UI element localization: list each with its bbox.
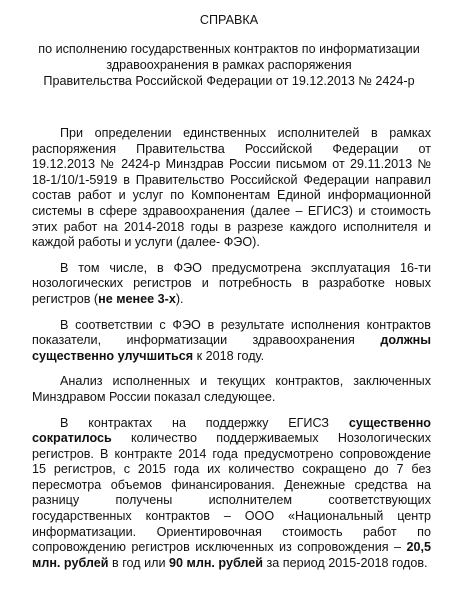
paragraph-text: В том числе, в ФЭО предусмотрена эксплуатация 16-ти нозологических регистров и потребность в разработке новых регистров ( [32,260,431,306]
document-subtitle-line-1: по исполнению государственных контрактов по информатизации [38,42,420,56]
paragraph-text: В контрактах на поддержку ЕГИСЗ [60,415,349,430]
paragraph-text: Анализ исполненных и текущих контрактов, заключенных Минздравом России показал следующее. [32,374,431,404]
paragraph-text: к 2018 году. [193,348,265,363]
document-body [32,126,431,581]
paragraph-text: количество поддерживаемых Нозологических регистров. В контракте 2014 года предусмотрено сопровождение 15 регистров, с 2015 года их количество сокращено до 7 без пересмотра объемов финансирования. Денежные средства на разницу получены исполнителем соответствующих государственных контрактов – ООО «Национальный центр информатизации. Ориентировочная стоимость работ по сопровождению регистров исключенных из сопровождения – [32,431,431,555]
body-paragraph-4 [32,374,431,405]
paragraph-text: в год или [108,555,169,570]
paragraph-text: ). [175,291,184,306]
emphasis-text: 90 млн. рублей [169,555,264,570]
body-paragraph-2 [32,261,431,308]
document-title: СПРАВКА [199,13,259,27]
body-paragraph-5 [32,416,431,572]
emphasis-text: не менее 3-х [98,291,176,306]
emphasis-text: 20,5 млн. рублей [32,540,431,570]
paragraph-text: В соответствии с ФЭО в результате исполнения контрактов показатели, информатизации здравоохранения [32,317,431,348]
document-subtitle-line-3: Правительства Российской Федерации от 19.12.2013 № 2424-р [43,74,415,88]
body-paragraph-3 [32,318,431,365]
paragraph-text: за период 2015-2018 годов. [263,555,428,570]
body-paragraph-1 [32,126,431,251]
paragraph-text: При определении единственных исполнителей в рамках распоряжения Правительства Российской Федерации от 19.12.2013 № 2424-р Минздрав России письмом от 29.11.2013 № 18-1/10/1-5919 в Правительство Российской Федерации направил состав работ и услуг по Компонентам Единой информационной системы в сфере здравоохранения (далее – ЕГИСЗ) и стоимость этих работ на 2014-2018 годы в разрезе каждого исполнителя и каждой работы и услуги (далее- ФЭО). [32,126,431,250]
emphasis-text: существенно сократилось [32,415,431,446]
document-subtitle-line-2: здравоохранения в рамках распоряжения [106,58,352,72]
emphasis-text: должны существенно улучшиться [32,333,431,363]
